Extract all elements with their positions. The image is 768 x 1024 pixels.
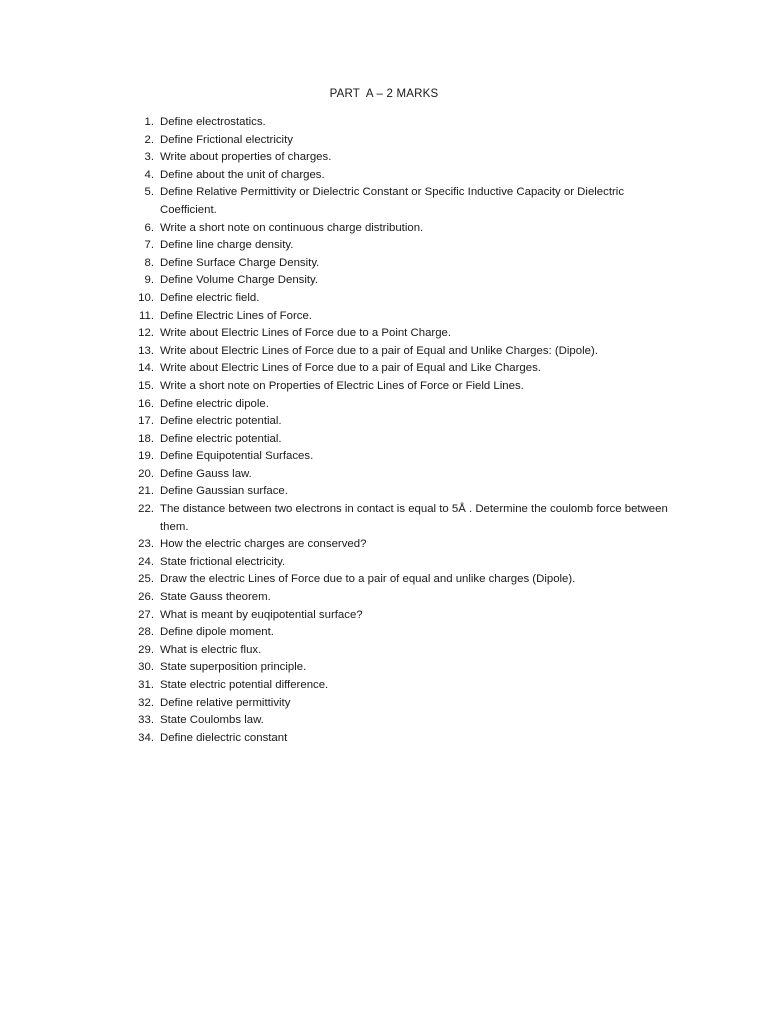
question-number: 4. — [144, 168, 154, 181]
question-text: Draw the electric Lines of Force due to a pair of equal and unlike charges (Dipole). — [160, 573, 576, 586]
question-text: Define relative permittivity — [160, 696, 291, 709]
list-item — [132, 448, 672, 466]
question-number: 16. — [138, 397, 154, 410]
question-text: State frictional electricity. — [160, 555, 286, 568]
page-title: PART A – 2 MARKS — [329, 88, 439, 100]
question-number: 22. — [138, 503, 154, 516]
question-text: How the electric charges are conserved? — [160, 538, 367, 551]
list-item — [132, 167, 672, 185]
question-number: 6. — [144, 221, 154, 234]
question-number: 30. — [138, 661, 154, 674]
list-item — [132, 378, 672, 396]
question-text: Define Equipotential Surfaces. — [160, 450, 314, 463]
question-text: Write about properties of charges. — [160, 151, 332, 164]
question-number: 27. — [138, 608, 154, 621]
list-item — [132, 149, 672, 167]
list-item — [132, 396, 672, 414]
question-number: 15. — [138, 379, 154, 392]
list-item — [132, 360, 672, 378]
question-number: 12. — [138, 327, 154, 340]
question-text: Define electric dipole. — [160, 397, 269, 410]
list-item — [132, 695, 672, 713]
question-number: 23. — [138, 538, 154, 551]
list-item — [132, 308, 672, 326]
question-number: 7. — [144, 239, 154, 252]
list-item — [132, 589, 672, 607]
list-item — [132, 114, 672, 132]
list-item — [132, 554, 672, 572]
list-item — [132, 677, 672, 695]
question-number: 31. — [138, 679, 154, 691]
question-text: Define Relative Permittivity or Dielectric Constant or Specific Inductive Capacity or Dielectric Coefficient. — [160, 186, 625, 216]
list-item — [132, 536, 672, 554]
question-number: 14. — [138, 362, 154, 375]
question-text: Define dipole moment. — [160, 626, 274, 639]
list-item — [132, 712, 672, 730]
question-number: 17. — [138, 415, 154, 428]
question-text: Write about Electric Lines of Force due to a pair of Equal and Unlike Charges: (Dipole). — [160, 344, 598, 357]
list-item — [132, 642, 672, 660]
question-text: Define Surface Charge Density. — [160, 256, 320, 269]
list-item — [132, 132, 672, 150]
question-text: Define Volume Charge Density. — [160, 274, 319, 287]
list-item — [132, 237, 672, 255]
question-number: 18. — [138, 432, 154, 445]
list-item — [132, 272, 672, 290]
question-text: Define about the unit of charges. — [160, 168, 325, 181]
question-number: 21. — [138, 485, 154, 498]
question-text: State Coulombs law. — [160, 714, 264, 727]
question-text: Write a short note on continuous charge distribution. — [160, 221, 424, 234]
question-text: Define Frictional electricity — [160, 133, 293, 146]
list-item — [132, 413, 672, 431]
list-item — [132, 255, 672, 273]
list-item — [132, 659, 672, 677]
list-item — [132, 431, 672, 449]
question-text: Define electric potential. — [160, 415, 282, 428]
question-number: 25. — [138, 573, 154, 586]
question-number: 5. — [144, 186, 154, 199]
question-number: 34. — [138, 731, 154, 744]
question-text: Define electric potential. — [160, 432, 282, 445]
question-number: 29. — [138, 643, 154, 656]
list-item — [132, 501, 672, 536]
list-item — [132, 343, 672, 361]
question-number: 2. — [144, 133, 154, 146]
question-number: 24. — [138, 555, 154, 568]
question-text: Write about Electric Lines of Force due to a Point Charge. — [160, 327, 452, 340]
question-number: 10. — [138, 291, 154, 304]
list-item — [132, 290, 672, 308]
question-list — [132, 114, 672, 747]
list-item — [132, 466, 672, 484]
question-text: Define electrostatics. — [160, 116, 266, 128]
list-item — [132, 624, 672, 642]
question-text: State Gauss theorem. — [160, 591, 271, 604]
question-number: 8. — [144, 256, 154, 269]
question-number: 11. — [139, 309, 154, 322]
question-number: 26. — [138, 591, 154, 604]
question-text: State electric potential difference. — [160, 679, 329, 691]
question-text: Define Electric Lines of Force. — [160, 309, 312, 322]
question-text: State superposition principle. — [160, 661, 307, 674]
question-text: The distance between two electrons in contact is equal to 5Å . Determine the coulomb force between them. — [160, 503, 668, 533]
list-item — [132, 607, 672, 625]
list-item — [132, 220, 672, 238]
question-text: Define Gaussian surface. — [160, 485, 288, 498]
question-text: What is meant by euqipotential surface? — [160, 608, 363, 621]
question-text: Define dielectric constant — [160, 731, 288, 744]
list-item — [132, 483, 672, 501]
question-text: Define Gauss law. — [160, 467, 252, 480]
question-text: What is electric flux. — [160, 643, 262, 656]
list-item — [132, 325, 672, 343]
question-text: Define electric field. — [160, 291, 260, 304]
question-text: Write about Electric Lines of Force due to a pair of Equal and Like Charges. — [160, 362, 541, 375]
list-item — [132, 571, 672, 589]
question-text: Write a short note on Properties of Electric Lines of Force or Field Lines. — [160, 379, 524, 392]
question-number: 1. — [144, 116, 154, 128]
question-number: 3. — [144, 151, 154, 164]
question-number: 28. — [138, 626, 154, 639]
list-item — [132, 184, 672, 219]
question-number: 13. — [138, 344, 154, 357]
list-item — [132, 730, 672, 748]
question-text: Define line charge density. — [160, 239, 294, 252]
question-number: 9. — [144, 274, 154, 287]
question-number: 33. — [138, 714, 154, 727]
question-number: 20. — [138, 467, 154, 480]
question-number: 19. — [138, 450, 154, 463]
question-number: 32. — [138, 696, 154, 709]
